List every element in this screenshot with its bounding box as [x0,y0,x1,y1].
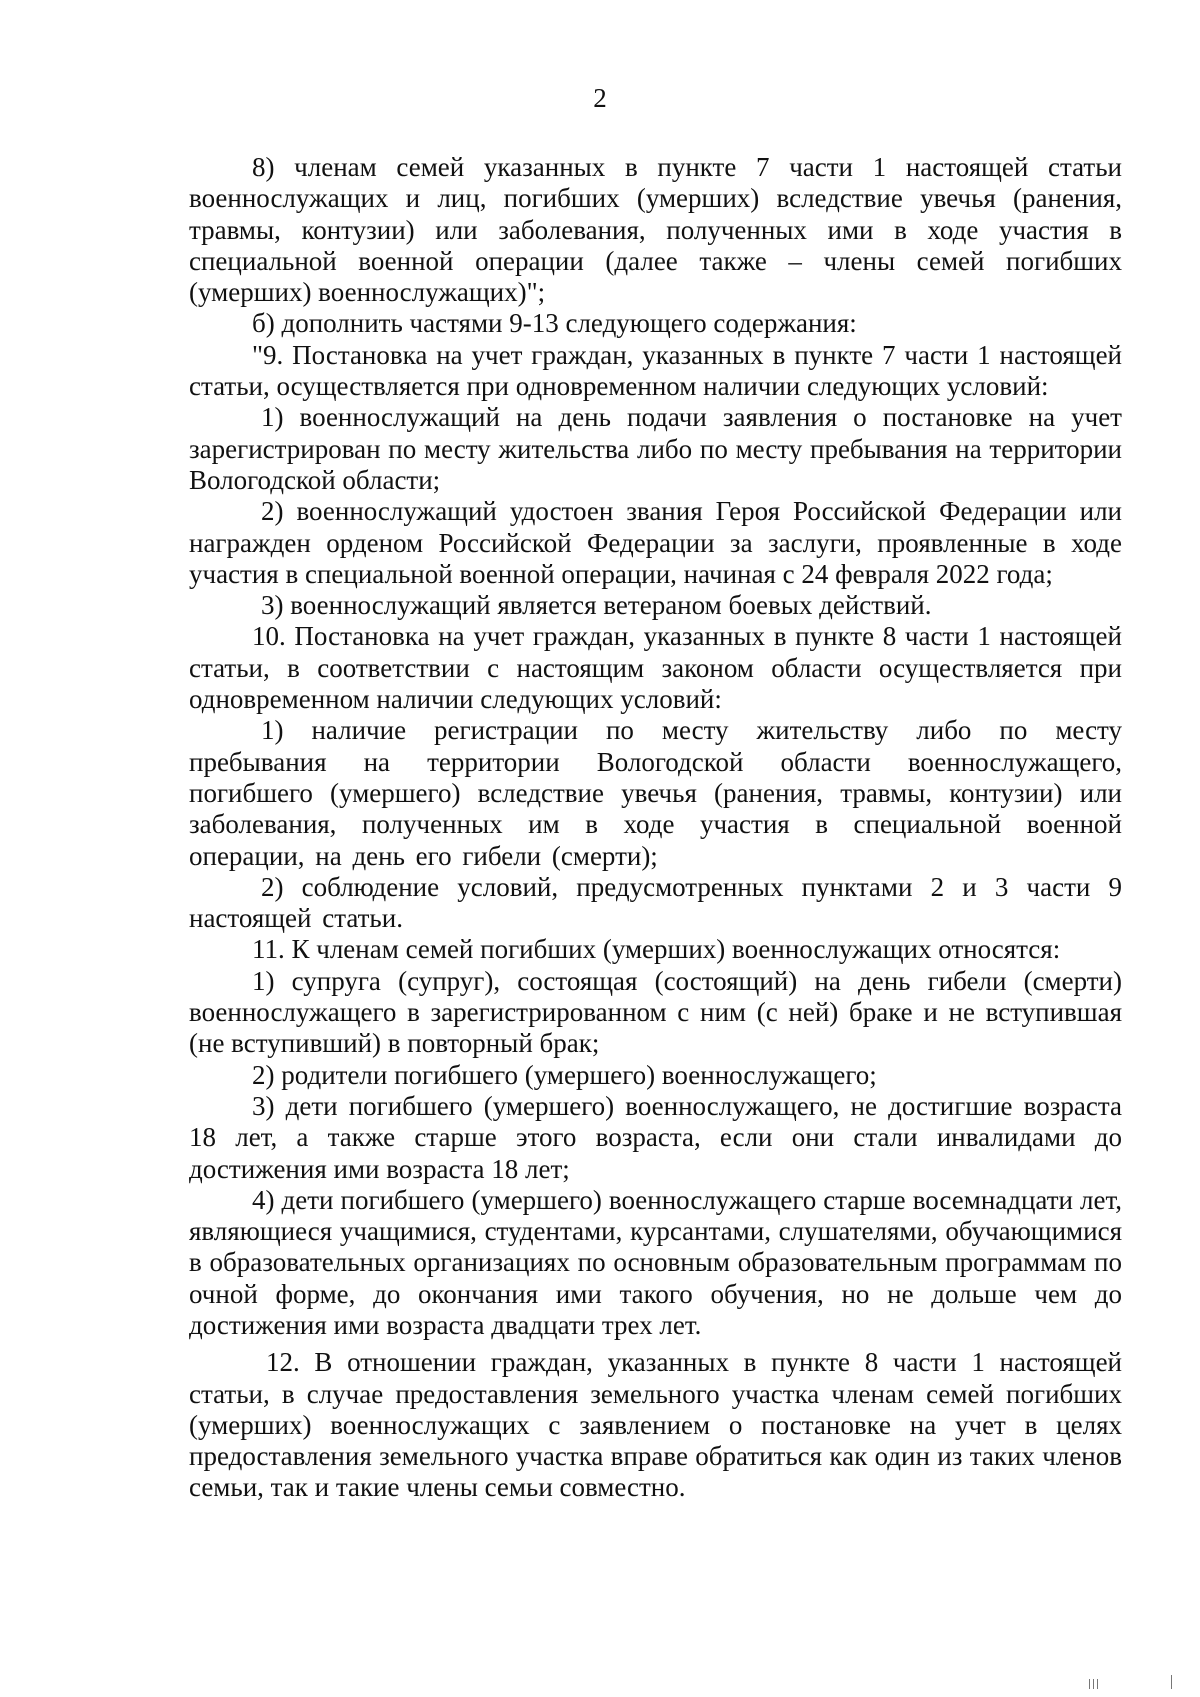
paragraph-part-9-item-1: 1) военнослужащий на день подачи заявления о постановке на учет зарегистрирован по месту жительства либо по месту пребывания на территории Вологодской области; [189,402,1122,495]
paragraph-amendment-b: б) дополнить частями 9-13 следующего содержания: [252,308,857,339]
paragraph-part-11-item-2: 2) родители погибшего (умершего) военнослужащего; [252,1059,877,1090]
scan-mark [1097,1679,1098,1689]
paragraph-part-10: 10. Постановка на учет граждан, указанных в пункте 8 части 1 настоящей статьи, в соответствии с настоящим законом области осуществляется при одновременном наличии следующих условий: [189,621,1122,715]
paragraph-part-9-item-3: 3) военнослужащий является ветераном боевых действий. [261,590,932,621]
scan-mark [1089,1679,1090,1689]
paragraph-part-11: 11. К членам семей погибших (умерших) военнослужащих относятся: [252,934,1061,965]
paragraph-part-11-item-1: 1) супруга (супруг), состоящая (состоящий) на день гибели (смерти) военнослужащего в зарегистрированном с ним (с ней) браке и не вступившая (не вступивший) в повторный брак; [189,965,1122,1059]
page-number: 2 [593,83,607,113]
paragraph-part-9-item-2: 2) военнослужащий удостоен звания Героя Российской Федерации или награжден орденом Российской Федерации за заслуги, проявленные в ходе участия в специальной военной операции, начиная с 24 февраля 2022 года; [189,496,1122,589]
paragraph-part-12: 12. В отношении граждан, указанных в пункте 8 части 1 настоящей статьи, в случае предоставления земельного участка членам семей погибших (умерших) военнослужащих с заявлением о постановке на учет в целях предоставления земельного участка вправе обратиться как один из таких членов семьи, так и такие члены семьи совместно. [189,1347,1122,1503]
paragraph-part-11-item-3: 3) дети погибшего (умершего) военнослужащего, не достигшие возраста 18 лет, а также старше этого возраста, если они стали инвалидами до достижения ими возраста 18 лет; [189,1090,1122,1184]
scan-mark [1171,1675,1172,1689]
paragraph-part-11-item-4: 4) дети погибшего (умершего) военнослужащего старше восемнадцати лет, являющиеся учащимися, студентами, курсантами, слушателями, обучающимися в образовательных организациях по основным образовательным программам по очной форме, до окончания ими такого обучения, но не дольше чем до достижения ими возраста двадцати трех лет. [189,1184,1122,1340]
paragraph-part-9: "9. Постановка на учет граждан, указанных в пункте 7 части 1 настоящей статьи, осуществляется при одновременном наличии следующих условий: [189,339,1122,402]
paragraph-part-10-item-2: 2) соблюдение условий, предусмотренных пунктами 2 и 3 части 9 настоящей статьи. [189,871,1122,934]
paragraph-part-10-item-1: 1) наличие регистрации по месту жительству либо по месту пребывания на территории Вологодской области военнослужащего, погибшего (умершего) вследствие увечья (ранения, травмы, контузии) или заболевания, полученных им в ходе участия в специальной военной операции, на день его гибели (смерти); [189,715,1122,871]
scan-mark [1093,1679,1094,1689]
paragraph-item-8: 8) членам семей указанных в пункте 7 части 1 настоящей статьи военнослужащих и лиц, погибших (умерших) вследствие увечья (ранения, травмы, контузии) или заболевания, полученных ими в ходе участия в специальной военной операции (далее также – члены семей погибших (умерших) военнослужащих)"; [189,152,1122,308]
document-body [189,152,1122,1504]
